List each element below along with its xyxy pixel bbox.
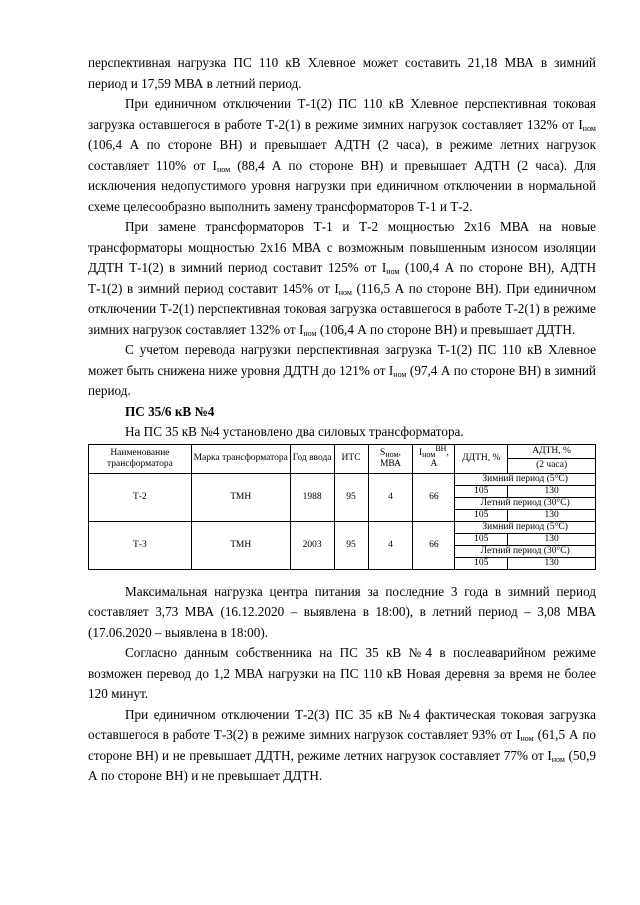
cell-s: 4 (368, 521, 413, 569)
header-brand: Марка трансформатора (191, 444, 290, 473)
cell-summer-label: Летний период (30°С) (455, 497, 596, 509)
cell-summer-ddtn: 105 (455, 557, 508, 569)
cell-winter-label: Зимний период (5°С) (455, 473, 596, 485)
header-ddtn: ДДТН, % (455, 444, 508, 473)
header-its: ИТС (334, 444, 368, 473)
paragraph-7: Согласно данным собственника на ПС 35 кВ №4 в послеаварийном режиме возможен перевод до 1,2 МВА нагрузки на ПС 110 кВ Новая деревня за время не более 120 минут. (88, 645, 596, 701)
header-year: Год ввода (290, 444, 334, 473)
table-intro: На ПС 35 кВ №4 установлено два силовых трансформатора. (125, 424, 464, 439)
table-row (89, 521, 596, 533)
cell-name: Т-3 (89, 521, 192, 569)
cell-i: 66 (413, 521, 455, 569)
cell-summer-adtn: 130 (508, 557, 596, 569)
cell-winter-adtn: 130 (508, 533, 596, 545)
paragraph-4: С учетом перевода нагрузки перспективная загрузка Т-1(2) ПС 110 кВ Хлевное может быть снижена ниже уровня ДДТН до 121% от $I_{ном}$ (97,4 А по стороне ВН) в зимний период. (88, 342, 596, 398)
cell-its: 95 (334, 473, 368, 521)
cell-name: Т-2 (89, 473, 192, 521)
cell-summer-ddtn: 105 (455, 509, 508, 521)
cell-brand: ТМН (191, 473, 290, 521)
cell-winter-ddtn: 105 (455, 485, 508, 497)
table-row (89, 473, 596, 485)
cell-summer-adtn: 130 (508, 509, 596, 521)
document-page (88, 53, 596, 787)
paragraph-8: При единичном отключении Т-2(3) ПС 35 кВ №4 фактическая токовая загрузка оставшегося в работе Т-3(2) в режиме зимних нагрузок составляет 93% от $I_{ном}$ (61,5 А по стороне ВН) и не превышает ДДТН, режиме летних нагрузок составляет 77% от $I_{ном}$ (50,9 А по стороне ВН) и не превышает ДДТН. (88, 706, 596, 783)
header-adtn-sub: (2 часа) (508, 459, 596, 474)
header-s: $S_{ном}$, МВА (368, 444, 413, 473)
section-heading: ПС 35/6 кВ №4 (125, 403, 215, 419)
cell-summer-label: Летний период (30°С) (455, 545, 596, 557)
transformer-table (88, 444, 596, 570)
table-header-row (89, 444, 596, 459)
paragraph-6: Максимальная нагрузка центра питания за последние 3 года в зимний период составляет 3,73 МВА (16.12.2020 – выявлена в 18:00), в летний период – 3,08 МВА (17.06.2020 – выявлена в 18:00). (88, 583, 596, 640)
cell-s: 4 (368, 473, 413, 521)
cell-year: 1988 (290, 473, 334, 521)
cell-winter-ddtn: 105 (455, 533, 508, 545)
paragraph-1: перспективная нагрузка ПС 110 кВ Хлевное может составить 21,18 МВА в зимний период и 17,59 МВА в летний период. (88, 55, 596, 91)
cell-winter-label: Зимний период (5°С) (455, 521, 596, 533)
cell-year: 2003 (290, 521, 334, 569)
cell-its: 95 (334, 521, 368, 569)
cell-winter-adtn: 130 (508, 485, 596, 497)
cell-i: 66 (413, 473, 455, 521)
header-adtn: АДТН, % (508, 444, 596, 459)
paragraph-3: При замене трансформаторов Т-1 и Т-2 мощностью 2х16 МВА на новые трансформаторы мощностью 2х16 МВА с возможным повышенным износом изоляции ДДТН Т-1(2) в зимний период составит 125% от $I_{ном}$ (100,4 А по стороне ВН), АДТН Т-1(2) в зимний период составит 145% от $I_{ном}$ (116,5 А по стороне ВН). При единичном отключении Т-2(1) перспективная токовая загрузка оставшегося в работе Т-2(1) в режиме зимних нагрузок составляет 132% от $I_{ном}$ (106,4 А по стороне ВН) и превышает ДДТН. (88, 219, 596, 338)
header-i: $I_{ном}^{ВН}$, А (413, 444, 455, 473)
header-name: Наименование трансформатора (89, 444, 192, 473)
cell-brand: ТМН (191, 521, 290, 569)
paragraph-2: При единичном отключении Т-1(2) ПС 110 кВ Хлевное перспективная токовая загрузка оставшегося в работе Т-2(1) в режиме зимних нагрузок составляет 132% от $I_{ном}$ (106,4 А по стороне ВН) и превышает АДТН (2 часа), в режиме летних нагрузок составляет 110% от $I_{ном}$ (88,4 А по стороне ВН) и превышает АДТН (2 часа). Для исключения недопустимого уровня нагрузки при единичном отключении в нормальной схеме целесообразно выполнить замену трансформаторов Т-1 и Т-2. (88, 96, 596, 214)
